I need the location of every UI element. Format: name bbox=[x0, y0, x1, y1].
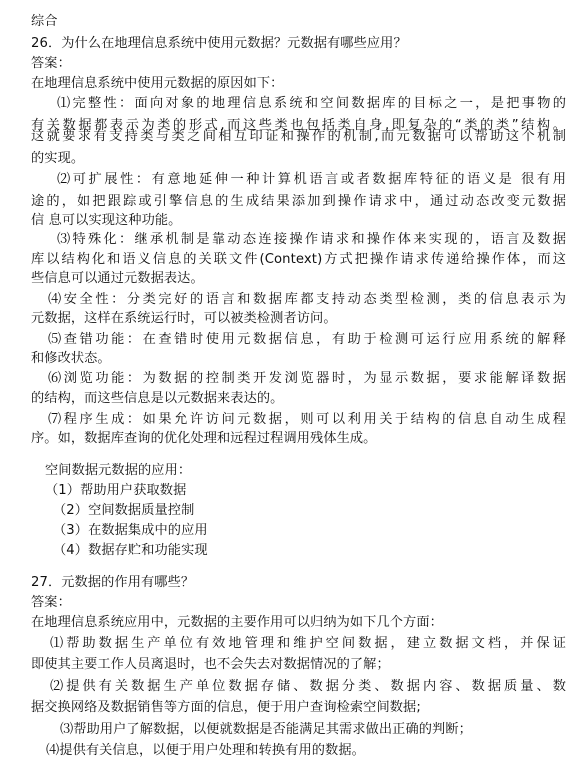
answer-label-27: 答案： bbox=[31, 595, 71, 610]
answer-line: ⑶特殊化：继承机制是靠动态连接操作请求和操作体来实现的，语言及数据 bbox=[57, 232, 566, 247]
answer-line: ⑴完整性：面向对象的地理信息系统和空间数据库的目标之一，是把事物的 bbox=[57, 96, 566, 111]
answer-label-26: 答案： bbox=[31, 56, 71, 71]
answer-line: 的结构，而这些信息是以元数据来表达的。 bbox=[31, 391, 284, 406]
answer-line: ⑷安全性：分类完好的语言和数据库都支持动态类型检测，类的信息表示为 bbox=[48, 292, 566, 307]
question-26: 26．为什么在地理信息系统中使用元数据？元数据有哪些应用？ bbox=[31, 36, 407, 51]
answer-line: 有关数据都表示为类的形式,而这些类也包括类自身,即复杂的“类的类”结构。 bbox=[31, 118, 566, 133]
answer-line: ⑴帮助数据生产单位有效地管理和维护空间数据，建立数据文档，并保证 bbox=[50, 636, 566, 651]
answer-line: 信 息可以实现这种功能。 bbox=[31, 213, 182, 228]
answer-line: ⑷提供有关信息，以便于用户处理和转换有用的数据。 bbox=[46, 743, 365, 758]
application-item: （2）空间数据质量控制 bbox=[53, 503, 195, 518]
answer-intro-26: 在地理信息系统中使用元数据的原因如下： bbox=[31, 76, 284, 91]
answer-line: ⑶帮助用户了解数据，以便就数据是否能满足其需求做出正确的判断； bbox=[60, 722, 472, 737]
answer-line: 的实现。 bbox=[31, 151, 85, 166]
answer-line: ⑸查错功能：在查错时使用元数据信息，有助于检测可运行应用系统的解释 bbox=[48, 332, 566, 347]
answer-line: 途的，如把跟踪或引擎信息的生成结果添加到操作请求中，通过动态改变元数据 bbox=[31, 194, 566, 209]
answer-line: 即使其主要工作人员离退时，也不会失去对数据情况的了解； bbox=[31, 657, 390, 672]
application-item: （3）在数据集成中的应用 bbox=[53, 523, 208, 538]
answer-line: ⑺程序生成：如果允许访问元数据，则可以利用关于结构的信息自动生成程 bbox=[48, 412, 566, 427]
answer-line: 库以结构化和语义信息的关联文件(Context)方式把操作请求传递给操作体，而这 bbox=[31, 252, 566, 267]
applications-title: 空间数据元数据的应用： bbox=[45, 463, 192, 478]
answer-line: ⑵提供有关数据生产单位数据存储、数据分类、数据内容、数据质量、数 bbox=[50, 679, 566, 694]
section-heading: 综合 bbox=[31, 14, 58, 29]
answer-intro-27: 在地理信息系统应用中，元数据的主要作用可以归纳为如下几个方面： bbox=[31, 615, 443, 630]
answer-line: 这就要求有支持类与类之间相互印证和操作的机制,而元数据可以帮助这个机制 bbox=[31, 129, 566, 144]
answer-line: ⑹浏览功能：为数据的控制类开发浏览器时，为显示数据，要求能解译数据 bbox=[48, 371, 566, 386]
application-item: （4）数据存贮和功能实现 bbox=[53, 543, 208, 558]
answer-line: ⑵可扩展性：有意地延伸一种计算机语言或者数据库特征的语义是 很有用 bbox=[57, 172, 566, 187]
question-27: 27．元数据的作用有哪些？ bbox=[31, 575, 195, 590]
answer-line: 些信息可以通过元数据表达。 bbox=[31, 271, 204, 286]
application-item: （1）帮助用户获取数据 bbox=[45, 483, 187, 498]
answer-line: 序。如，数据库查询的优化处理和远程过程调用残体生成。 bbox=[31, 431, 377, 446]
answer-line: 据交换网络及数据销售等方面的信息，便于用户查询检索空间数据; bbox=[31, 700, 421, 715]
answer-line: 元数据，这样在系统运行时，可以被类检测者访问。 bbox=[31, 311, 337, 326]
answer-line: 和修改状态。 bbox=[31, 351, 111, 366]
